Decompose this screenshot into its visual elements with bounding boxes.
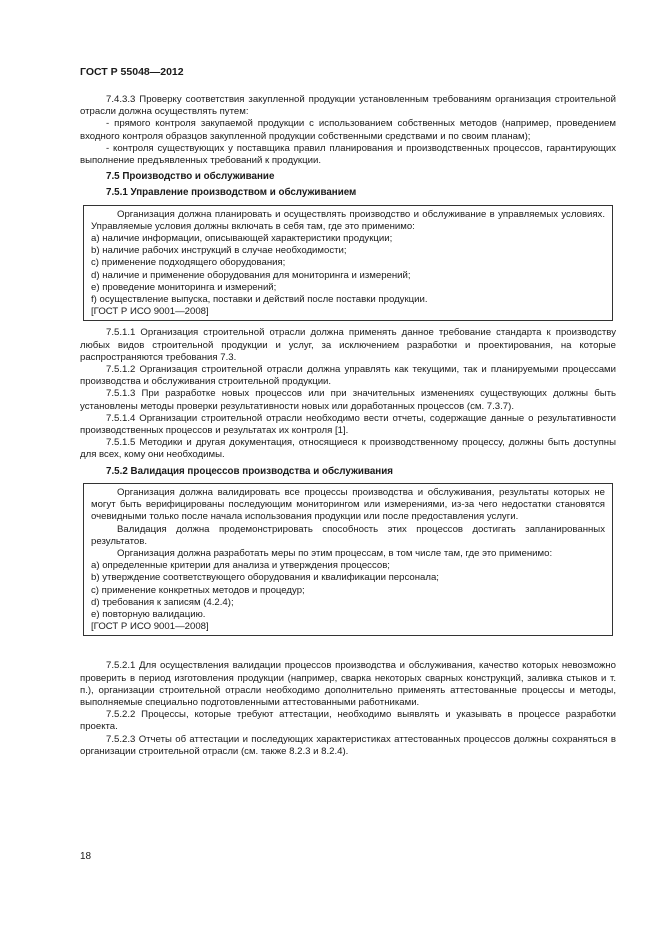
box-reference: [ГОСТ Р ИСО 9001—2008] — [91, 306, 209, 318]
box-reference: [ГОСТ Р ИСО 9001—2008] — [91, 621, 209, 633]
box-intro: Организация должна планировать и осуществлять производство и обслуживание в управляемых условиях. Управляемые условия должны включать в себя там, где это применимо: — [91, 208, 605, 232]
list-dash-item: - контроля существующих у поставщика правил планирования и производственных процессов, гарантирующих выполнение предъявленных требований к продукции. — [80, 142, 616, 167]
box-list-item: b) наличие рабочих инструкций в случае необходимости; — [91, 245, 347, 257]
paragraph: 7.5.1.4 Организации строительной отрасли необходимо вести отчеты, содержащие данные о результативности производственных процессов и результатах их контроля [1]. — [80, 412, 616, 437]
box-paragraph: Валидация должна продемонстрировать способность этих процессов достигать запланированных результатов. — [91, 523, 605, 547]
quoted-standard-box — [83, 205, 613, 322]
box-list-item: f) осуществление выпуска, поставки и действий после поставки продукции. — [91, 294, 428, 306]
box-list-item: a) наличие информации, описывающей характеристики продукции; — [91, 233, 393, 245]
box-list-item: d) требования к записям (4.2.4); — [91, 596, 234, 608]
quoted-standard-box — [83, 483, 613, 636]
paragraph: 7.5.1.3 При разработке новых процессов или при значительных изменениях существующих должны быть установлены методы проверки результативности новых или доработанных процессов (см. 7.3.7). — [80, 388, 616, 412]
paragraph: 7.5.2.2 Процессы, которые требуют аттестации, необходимо выявлять и указывать в процессе разработки проекта. — [80, 709, 616, 733]
box-list-item: b) утверждение соответствующего оборудования и квалификации персонала; — [91, 572, 439, 584]
box-list-item: c) применение подходящего оборудования; — [91, 257, 286, 269]
box-paragraph: Организация должна валидировать все процессы производства и обслуживания, результаты которых не могут быть верифицированы последующим мониторингом или измерениями, из-за чего недостатки становятся очевидными только после начала использования продукции или после предоставления услуги. — [91, 486, 605, 523]
paragraph-7-4-3-3: 7.4.3.3 Проверку соответствия закупленной продукции установленным требованиям организация строительной отрасли должна осуществлять путем: — [80, 94, 616, 118]
document-header: ГОСТ Р 55048—2012 — [80, 66, 184, 78]
paragraph: 7.5.1.2 Организация строительной отрасли должна управлять как текущими, так и планируемыми процессами производства и обслуживания строительной продукции. — [80, 364, 616, 388]
box-list-item: d) наличие и применение оборудования для мониторинга и измерений; — [91, 269, 411, 281]
page-content — [80, 94, 616, 758]
section-heading-7-5-2: 7.5.2 Валидация процессов производства и обслуживания — [106, 465, 393, 477]
box-list-item: e) повторную валидацию. — [91, 608, 206, 620]
paragraph: 7.5.2.1 Для осуществления валидации процессов производства и обслуживания, качество которых невозможно проверить в период изготовления продукции (например, сварка некоторых сварных конструкций, заливка стыков и т. п.), организации строительной отрасли необходимо дополнительно применять аттестованные процессы и методы, выполняемые специально подготовленными аттестованными работниками. — [80, 660, 616, 708]
box-paragraph: Организация должна разработать меры по этим процессам, в том числе там, где это применимо: — [117, 547, 553, 559]
box-list-item: a) определенные критерии для анализа и утверждения процессов; — [91, 560, 390, 572]
paragraph: 7.5.2.3 Отчеты об аттестации и последующих характеристиках аттестованных процессов должны сохраняться в организации строительной отрасли (см. также 8.2.3 и 8.2.4). — [80, 733, 616, 757]
page-number: 18 — [80, 851, 92, 862]
section-heading-7-5: 7.5 Производство и обслуживание — [106, 171, 275, 183]
box-list-item: c) применение конкретных методов и процедур; — [91, 584, 305, 596]
paragraph: 7.5.1.5 Методики и другая документация, относящиеся к производственному процессу, должны быть доступны для всех, кому они необходимы. — [80, 437, 616, 461]
list-dash-item: - прямого контроля закупаемой продукции с использованием собственных методов (например, проведением входного контроля образцов закупленной продукции собственными средствами и по своим планам); — [80, 118, 616, 142]
box-list-item: e) проведение мониторинга и измерений; — [91, 281, 277, 293]
section-heading-7-5-1: 7.5.1 Управление производством и обслуживанием — [106, 187, 357, 199]
paragraph: 7.5.1.1 Организация строительной отрасли должна применять данное требование стандарта к производству любых видов строительной продукции и услуг, за исключением разработки и проектирования, на которые распространяются требования 7.3. — [80, 327, 616, 363]
